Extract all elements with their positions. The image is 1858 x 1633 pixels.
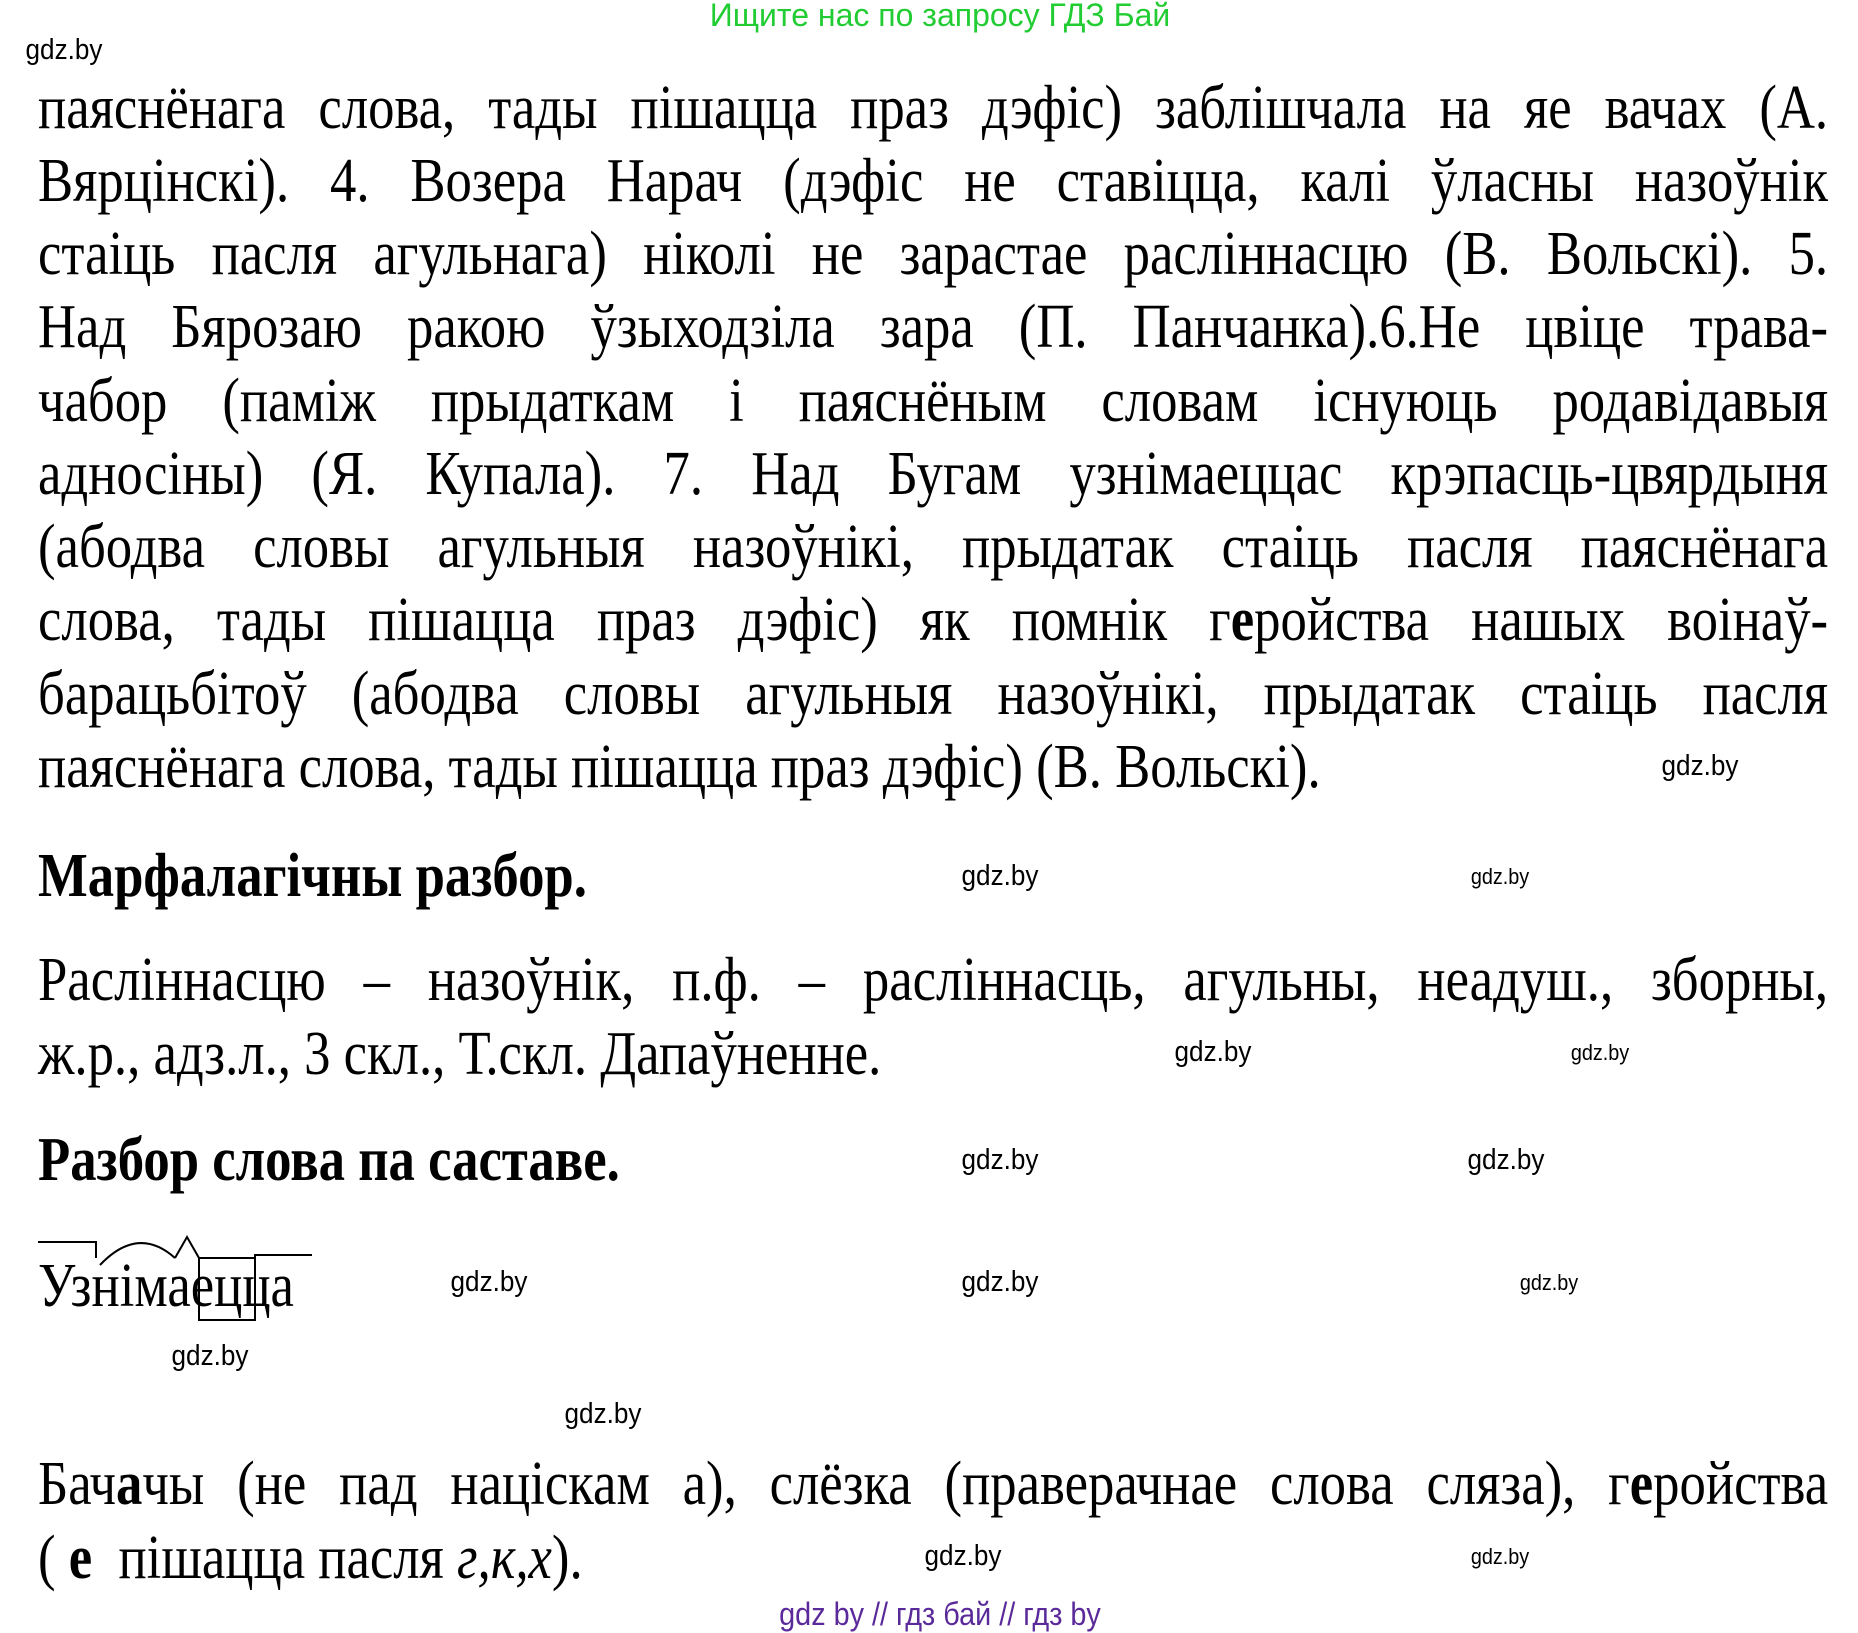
section-heading-morphology: Марфалагічны разбор. (38, 842, 587, 910)
prefix-mark (38, 1242, 96, 1258)
italic-letters: г,к,х (456, 1524, 552, 1592)
text-line: паяснёнага слова, тады пішацца праз дэфіс) заблішчала на яе вачах (А. (38, 74, 1829, 142)
watermark: gdz.by (961, 860, 1039, 892)
footer-links: gdz by // гдз бай // гдз by (779, 1596, 1101, 1632)
text-segment: Бач (38, 1450, 117, 1518)
watermark: gdz.by (1470, 1544, 1530, 1569)
watermark: gdz.by (1519, 1270, 1579, 1295)
text-segment: слова, тады пішацца праз дэфіс) як помнік г (38, 586, 1231, 654)
highlighted-letter: е (68, 1524, 93, 1592)
text-segment: ройства (1653, 1450, 1829, 1518)
section-heading-composition: Разбор слова па саставе. (38, 1126, 620, 1194)
watermark: gdz.by (1661, 750, 1739, 782)
text-line: чабор (паміж прыдаткам і паяснёным словам існуюць родавідавыя (38, 367, 1829, 435)
highlighted-letter: е (1629, 1450, 1654, 1518)
watermark: gdz.by (171, 1340, 249, 1372)
ending-box-mark (199, 1258, 255, 1320)
root-arc-mark (100, 1243, 175, 1265)
text-line: паяснёнага слова, тады пішацца праз дэфіс) (В. Вольскі). (38, 733, 1321, 801)
watermark: gdz.by (1470, 864, 1530, 889)
text-line: барацьбітоў (абодва словы агульныя назоўнікі, прыдатак стаіць пасля (38, 660, 1829, 728)
suffix-mark (175, 1237, 199, 1258)
text-segment: ( (38, 1524, 69, 1592)
watermark: gdz.by (450, 1266, 528, 1298)
watermark: gdz.by (961, 1144, 1039, 1176)
text-segment: ройства нашых воінаў- (1254, 586, 1829, 654)
text-line (38, 584, 1828, 657)
text-line: стаіць пасля агульнага) ніколі не зарастае расліннасцю (В. Вольскі). 5. (38, 220, 1829, 288)
morpheme-marks (0, 1225, 340, 1335)
text-segment: ). (551, 1524, 583, 1592)
text-line: Расліннасцю – назоўнік, п.ф. – расліннасць, агульны, неадуш., зборны, (38, 946, 1829, 1014)
text-line: Над Бярозаю ракою ўзыходзіла зара (П. Панчанка).6.Не цвіце трава- (38, 293, 1829, 361)
text-line (38, 1448, 1828, 1521)
text-segment: пішацца пасля (92, 1524, 457, 1592)
text-line: Вярцінскі). 4. Возера Нарач (дэфіс не ставіцца, калі ўласны назоўнік (38, 147, 1829, 215)
watermark: gdz.by (1467, 1144, 1545, 1176)
watermark: gdz.by (924, 1540, 1002, 1572)
text-line: ж.р., адз.л., 3 скл., Т.скл. Дапаўненне. (38, 1020, 882, 1088)
watermark: gdz.by (1570, 1040, 1630, 1065)
watermark: gdz.by (25, 34, 103, 66)
postfix-mark (255, 1255, 312, 1272)
highlighted-letter: а (116, 1450, 143, 1518)
text-segment: чы (не пад націскам а), слёзка (праверачнае слова сляза), г (142, 1450, 1630, 1518)
watermark: gdz.by (564, 1398, 642, 1430)
highlighted-letter: е (1230, 586, 1255, 654)
watermark: gdz.by (1174, 1036, 1252, 1068)
text-line: адносіны) (Я. Купала). 7. Над Бугам узнімаеццас крэпасць-цвярдыня (38, 440, 1829, 508)
watermark: gdz.by (961, 1266, 1039, 1298)
text-line: (абодва словы агульныя назоўнікі, прыдатак стаіць пасля паяснёнага (38, 513, 1829, 581)
text-line (38, 1522, 583, 1595)
search-hint-banner: Ищите нас по запросу ГДЗ Бай (709, 0, 1171, 33)
composition-word: Узнімаецца (38, 1252, 294, 1320)
